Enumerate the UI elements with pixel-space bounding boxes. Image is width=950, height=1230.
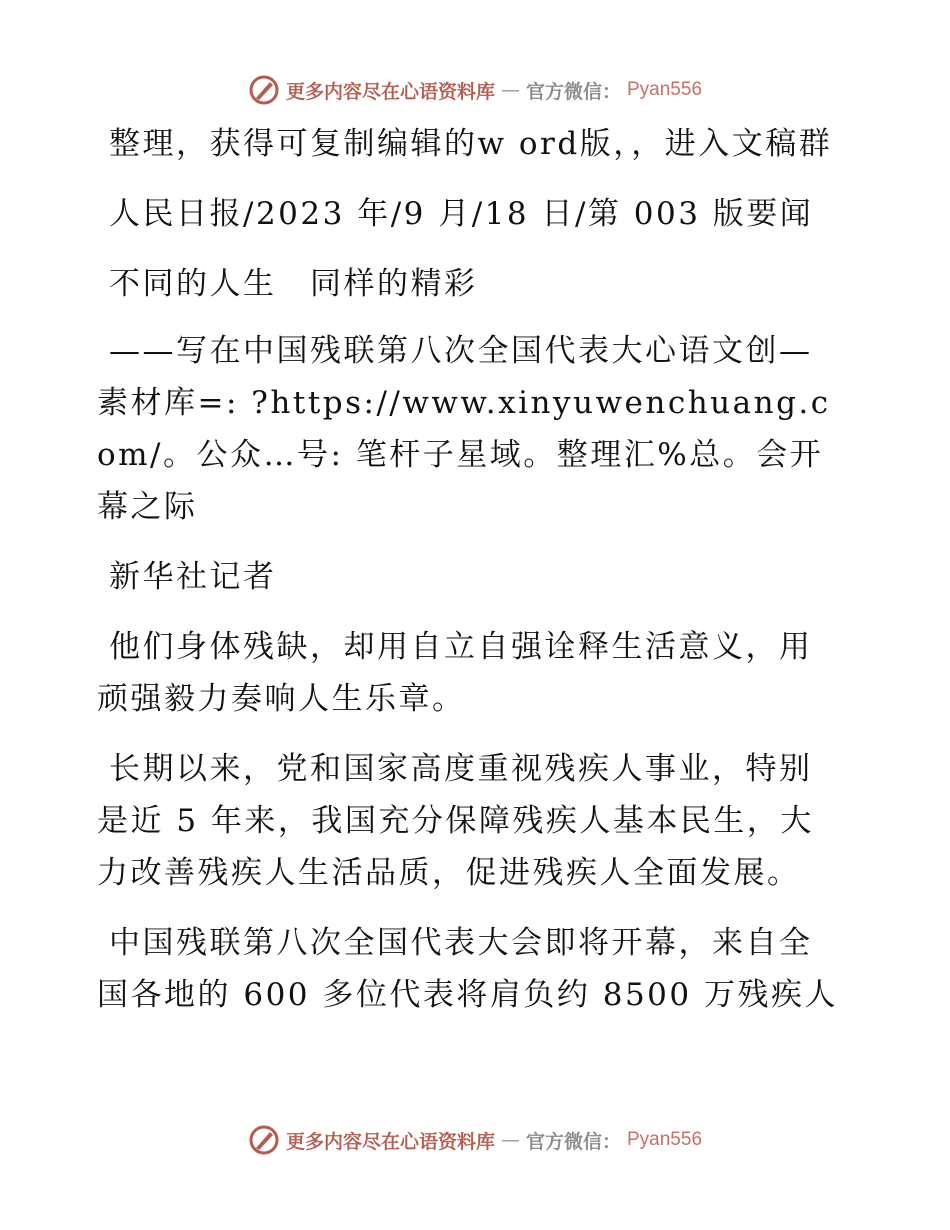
watermark-official-label: 官方微信： <box>525 80 621 103</box>
article-subtitle: ——写在中国残联第八次全国代表大心语文创—素材库=: ?https://www.xinyuwenchuang.com/。公众…号: 笔杆子星域。整理汇%总。会开幕之际 <box>97 333 831 525</box>
watermark-handle: Pyan556 <box>627 79 703 100</box>
footer-watermark <box>0 1120 950 1160</box>
brush-logo-icon <box>248 74 280 106</box>
body-paragraph: 长期以来，党和国家高度重视残疾人事业，特别是近 5 年来，我国充分保障残疾人基本民生，大力改善残疾人生活品质，促进残疾人全面发展。 <box>97 751 814 891</box>
paragraph-notice: 整理，获得可复制编辑的w ord版，，进入文稿群 <box>109 126 833 162</box>
watermark-separator: — <box>500 79 520 101</box>
document-body <box>97 118 842 1039</box>
watermark-brand: 更多内容尽在心语资料库 <box>285 80 495 103</box>
paragraph-source: 人民日报/2023 年/9 月/18 日/第 003 版要闻 <box>109 196 814 232</box>
watermark-brand: 更多内容尽在心语资料库 <box>285 1130 495 1153</box>
body-paragraph: 他们身体残缺，却用自立自强诠释生活意义，用顽强毅力奏响人生乐章。 <box>97 629 813 717</box>
watermark-official-label: 官方微信： <box>525 1130 621 1153</box>
article-byline: 新华社记者 <box>109 559 277 595</box>
watermark-separator: — <box>500 1129 520 1151</box>
watermark-handle: Pyan556 <box>627 1129 703 1150</box>
body-paragraph: 中国残联第八次全国代表大会即将开幕，来自全国各地的 600 多位代表将肩负约 8500 万残疾人 <box>97 925 838 1013</box>
brush-logo-icon <box>248 1124 280 1156</box>
header-watermark <box>0 70 950 110</box>
article-title: 不同的人生 同样的精彩 <box>109 266 478 302</box>
